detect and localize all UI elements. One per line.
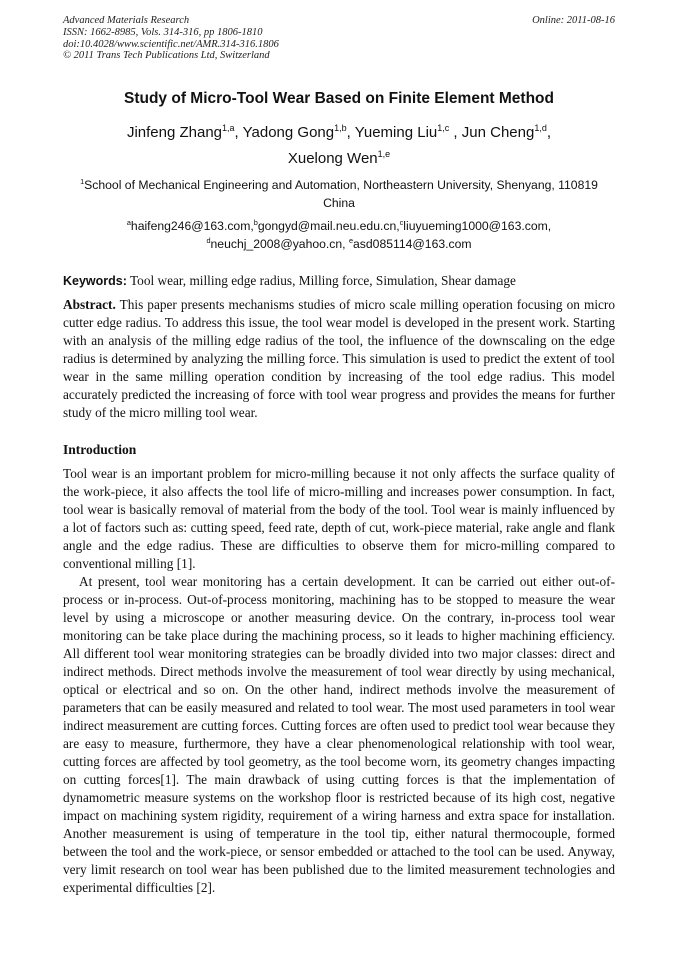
keywords: [63, 272, 615, 290]
journal-header: [63, 15, 615, 62]
author: Xuelong Wen$^{1,e}$: [287, 149, 391, 167]
author: Jun Cheng$^{1,d}$,: [461, 123, 552, 141]
abstract: [63, 296, 615, 422]
journal-name: Advanced Materials Research: [63, 15, 190, 26]
online-date: Online: 2011-08-16: [532, 15, 615, 26]
section-heading-introduction: Introduction: [63, 442, 137, 457]
abstract-text: This paper presents mechanisms studies of micro scale milling operation focusing on micro cutter edge radius. To address this issue, the tool wear model is developed in the present work. Starting with an analysis of the milling edge radius of the tool, the influence of the downscaling on the edge radius is determined by analyzing the milling force. This simulation is used to predict the extent of tool wear in the same milling operation condition by increasing of the tool edge radius. This model accurately predicted the increasing of force with tool wear progress and provides the means for further study of the micro milling tool wear.: [63, 297, 615, 420]
keywords-text: Tool wear, milling edge radius, Milling force, Simulation, Shear damage: [126, 273, 516, 288]
email: $^c$liuyueming1000@163.com,: [399, 217, 552, 233]
affiliation: $^1$School of Mechanical Engineering and Automation, Northeastern University, Shenyang, 110819 China: [80, 176, 598, 210]
abstract-label: Abstract.: [63, 297, 116, 312]
issn-line: ISSN: 1662-8985, Vols. 314-316, pp 1806-1810: [63, 26, 263, 38]
email: $^d$neuchj_2008@yahoo.cn,: [206, 235, 349, 251]
author: Jinfeng Zhang$^{1,a}$,: [126, 123, 243, 141]
email-list: [63, 217, 615, 253]
introduction-body: [63, 465, 615, 897]
email: $^e$asd085114@163.com: [348, 235, 472, 251]
author: Yueming Liu$^{1,c}$ ,: [354, 123, 462, 141]
email: $^a$haifeng246@163.com,: [126, 217, 254, 233]
paper-title: Study of Micro-Tool Wear Based on Finite Element Method: [123, 90, 554, 107]
author-list: [63, 120, 615, 172]
paragraph: Tool wear is an important problem for micro-milling because it not only affects the surface quality of the work-piece, it also affects the tool life of micro-milling and increases power consumption. In fact, tool wear is basically removal of material from the body of the tool. Tool wear is mainly influenced by a lot of factors such as: cutting speed, feed rate, depth of cut, work-piece material, rake angle and flank angle and the edge radius. These are difficulties to observe them for micro-milling compared to conventional milling [1].: [63, 466, 615, 571]
doi-line: doi:10.4028/www.scientific.net/AMR.314-316.1806: [63, 38, 279, 50]
copyright-line: © 2011 Trans Tech Publications Ltd, Switzerland: [63, 50, 270, 62]
keywords-label: Keywords:: [63, 274, 127, 288]
paragraph: At present, tool wear monitoring has a certain development. It can be carried out either out-of-process or in-process. Out-of-process monitoring, machining has to be stopped to measure the wear level by using a microscope or another measuring device. On the contrary, in-process tool wear monitoring can be take place during the machining process, so it leads to higher machining efficiency. All different tool wear monitoring strategies can be broadly divided into two major classes: direct and indirect methods. Direct methods involve the measurement of tool wear directly by using mechanical, optical or electrical and so on. On the other hand, indirect methods involve the measurement of parameters that can be easily measured and related to tool wear. The most used parameters in tool wear indirect measurement are cutting forces. Cutting forces are often used to predict tool wear because they are easy to measure, furthermore, they have a clear phenomenological relationship with tool wear, cutting forces are affected by tool geometry, as the tool become worn, its geometry changes impacting on cutting forces[1]. The main drawback of using cutting forces is that the implementation of dynamometric measure systems on the workshop floor is restricted because of its high cost, negative impact on machining system rigidity, requirement of a wiring harness and extra space for installation. Another measurement is using of temperature in the tool tip, either natural thermocouple, formed between the tool and the work-piece, or sensor embedded or attached to the tool can be used. Anyway, very limit research on tool wear has been published due to the limited measurement technologies and experimental difficulties [2].: [63, 574, 615, 895]
email: $^b$gongyd@mail.neu.edu.cn,: [253, 217, 400, 233]
author: Yadong Gong$^{1,b}$,: [242, 123, 355, 141]
